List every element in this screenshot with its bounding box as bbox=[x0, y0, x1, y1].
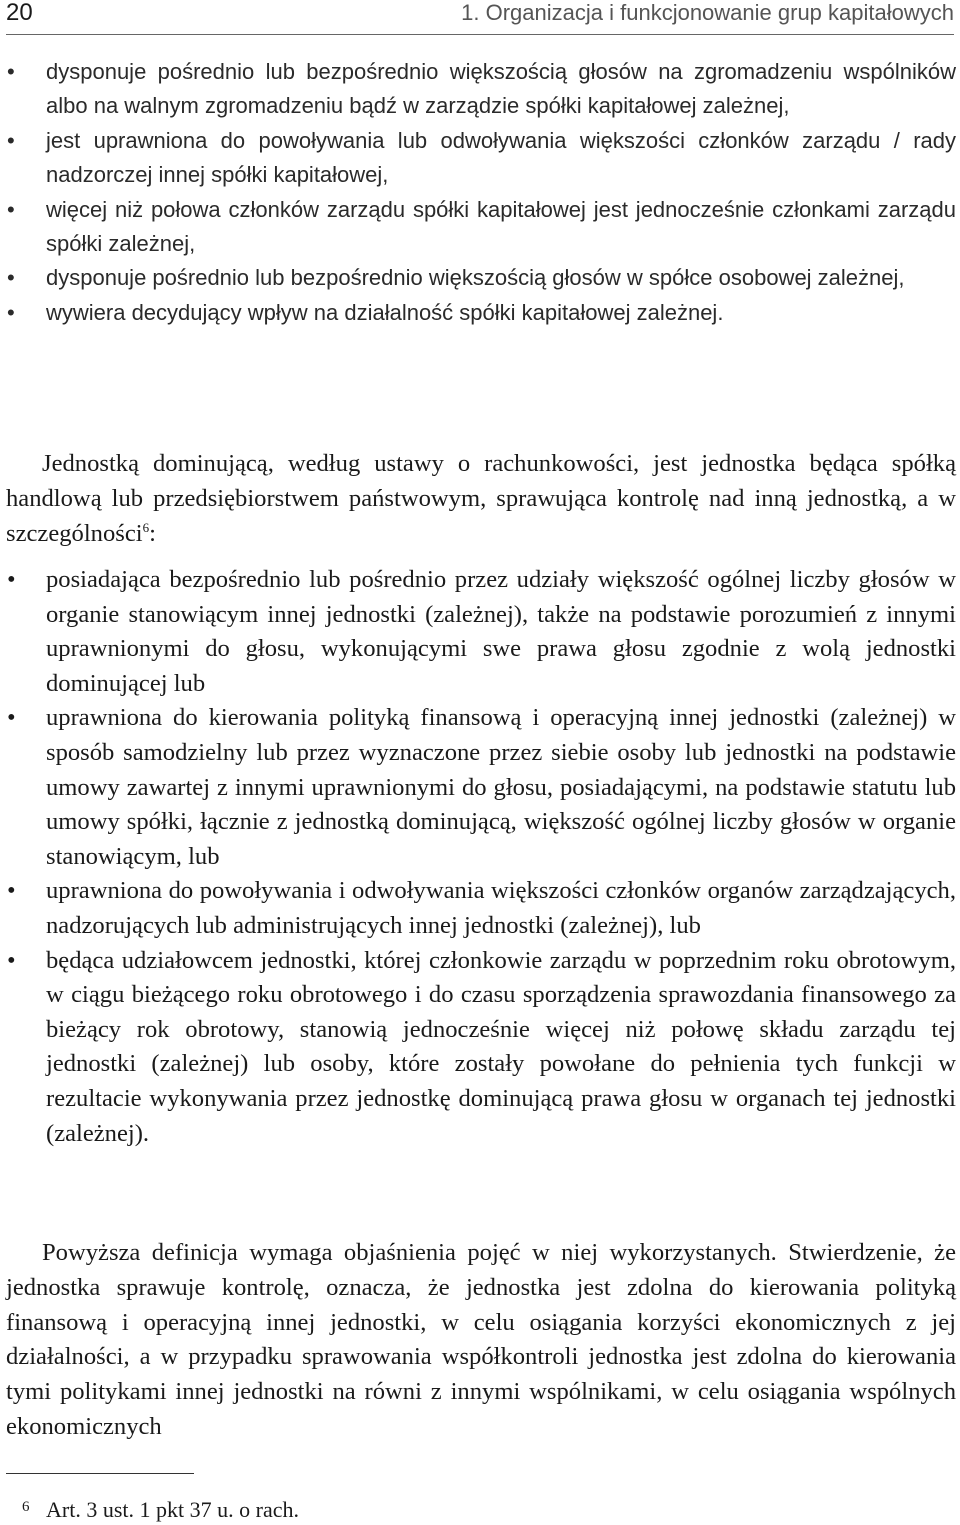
list-item bbox=[6, 296, 956, 330]
bullet-icon: • bbox=[7, 299, 15, 325]
list-item-text: wywiera decydujący wpływ na działalność spółki kapitałowej zależnej. bbox=[46, 299, 724, 325]
bullet-list-control-criteria bbox=[6, 55, 956, 330]
footnote-mark: 6 bbox=[22, 1499, 30, 1515]
paragraph-text: Jednostką dominującą, według ustawy o rachunkowości, jest jednostka będąca spółką handlową lub przedsiębiorstwem państwowym, sprawująca kontrolę nad inną jednostką, a w szczególności bbox=[6, 450, 956, 547]
footnote bbox=[6, 1493, 299, 1524]
bullet-icon: • bbox=[7, 946, 16, 974]
bullet-icon: • bbox=[7, 127, 15, 153]
page-header bbox=[6, 0, 954, 35]
footnote-divider bbox=[6, 1473, 194, 1474]
list-item bbox=[6, 55, 956, 124]
list-item bbox=[6, 124, 956, 193]
list-item-text: dysponuje pośrednio lub bezpośrednio większością głosów w spółce osobowej zależnej, bbox=[46, 265, 905, 291]
paragraph-parent-entity-definition bbox=[6, 446, 956, 551]
list-item-text: uprawniona do powoływania i odwoływania większości członków organów zarządzających, nadzorujących lub administrujących innej jednostki (zależnej), lub bbox=[46, 877, 956, 939]
list-item bbox=[6, 563, 956, 701]
bullet-icon: • bbox=[7, 265, 15, 291]
list-item bbox=[6, 193, 956, 262]
list-item-text: dysponuje pośrednio lub bezpośrednio większością głosów na zgromadzeniu wspólników albo na walnym zgromadzeniu bądź w zarządzie spółki kapitałowej zależnej, bbox=[46, 59, 956, 119]
footnote-text: Art. 3 ust. 1 pkt 37 u. o rach. bbox=[46, 1497, 299, 1522]
paragraph-text: Powyższa definicja wymaga objaśnienia pojęć w niej wykorzystanych. Stwierdzenie, że jednostka sprawuje kontrolę, oznacza, że jednostka jest zdolna do kierowania polityką finansową i operacyjną innej jednostki, w celu osiągania korzyści ekonomicznych z jej działalności, a w przypadku sprawowania współkontroli jednostka jest zdolna do kierowania tymi politykami innej jednostki na równi z innymi wspólnikami, w celu osiągania wspólnych ekonomicznych bbox=[6, 1239, 956, 1440]
list-item-text: jest uprawniona do powoływania lub odwoływania większości członków zarządu / rady nadzorczej innej spółki kapitałowej, bbox=[46, 127, 956, 188]
footnote-ref[interactable]: 6 bbox=[142, 520, 150, 535]
paragraph-tail: : bbox=[149, 520, 156, 547]
bullet-list-parent-entity-criteria bbox=[6, 563, 956, 1151]
list-item bbox=[6, 944, 956, 1152]
list-item bbox=[6, 261, 956, 295]
list-item-text: uprawniona do kierowania polityką finansową i operacyjną innej jednostki (zależnej) w sposób samodzielny lub przez wyznaczone przez siebie osoby lub jednostki na podstawie umowy zawartej z innymi uprawnionymi do głosu, posiadającymi, na podstawie statutu lub umowy spółki, łącznie z jednostką dominującą, większość ogólnej liczby głosów w organie stanowiącym, lub bbox=[46, 704, 956, 870]
list-item bbox=[6, 874, 956, 943]
bullet-icon: • bbox=[7, 704, 16, 732]
bullet-icon: • bbox=[7, 196, 15, 222]
bullet-icon: • bbox=[7, 877, 16, 905]
paragraph-control-explanation bbox=[6, 1236, 956, 1445]
list-item-text: będąca udziałowcem jednostki, której członkowie zarządu w poprzednim roku obrotowym, w ciągu bieżącego roku obrotowego i do czasu sporządzenia sprawozdania finansowego za bieżący rok obrotowy, stanowią jednocześnie więcej niż połowę składu zarządu tej jednostki (zależnej) lub osoby, które zostały powołane do pełnienia tych funkcji w rezultacie wykonywania przez jednostkę dominującą prawa głosu w organach tej jednostki (zależnej). bbox=[46, 946, 956, 1147]
list-item bbox=[6, 701, 956, 874]
running-head: 1. Organizacja i funkcjonowanie grup kapitałowych bbox=[461, 0, 954, 25]
list-item-text: więcej niż połowa członków zarządu spółki kapitałowej jest jednocześnie członkami zarządu spółki zależnej, bbox=[46, 196, 956, 257]
bullet-icon: • bbox=[7, 566, 16, 593]
bullet-icon: • bbox=[7, 59, 15, 84]
list-item-text: posiadająca bezpośrednio lub pośrednio przez udziały większość ogólnej liczby głosów w organie stanowiącym innej jednostki (zależnej), także na podstawie porozumień z innymi uprawnionymi do głosu, wykonującymi swe prawa głosu zgodnie z wolą jednostki dominującej lub bbox=[46, 566, 956, 697]
page-number: 20 bbox=[6, 0, 33, 26]
